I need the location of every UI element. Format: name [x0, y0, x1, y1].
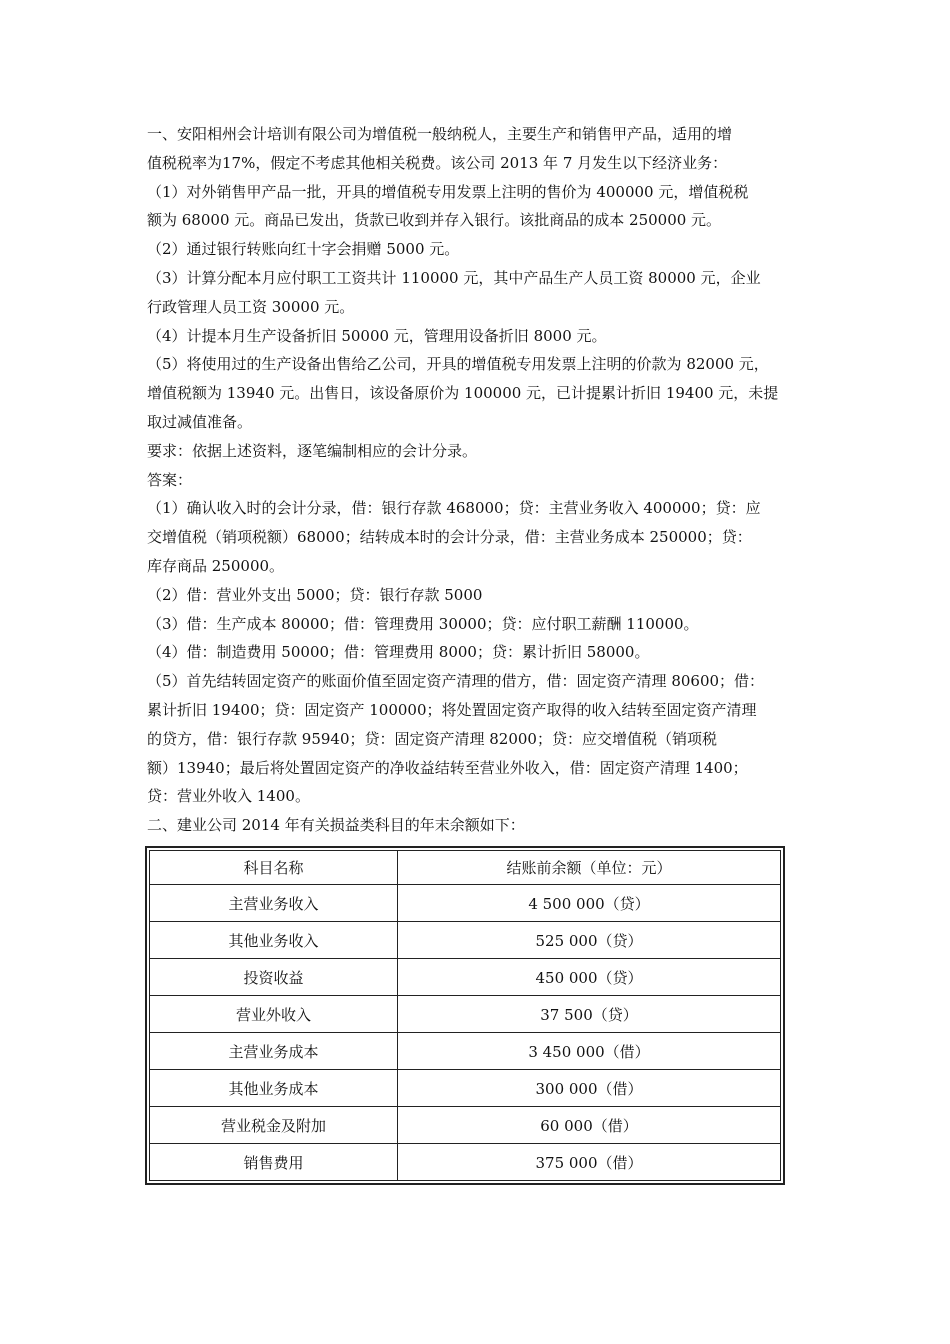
balance-cell: 450 000（贷） [398, 959, 781, 996]
balance-cell: 300 000（借） [398, 1070, 781, 1107]
text-line: （2）借：营业外支出 5000；贷：银行存款 5000 [147, 585, 483, 604]
account-name-cell: 其他业务收入 [150, 922, 398, 959]
account-name-cell: 销售费用 [150, 1144, 398, 1181]
account-name-cell: 投资收益 [150, 959, 398, 996]
answer-heading: 答案： [147, 470, 193, 489]
section-heading: 二、建业公司 2014 年有关损益类科目的年末余额如下： [147, 816, 525, 835]
text-line: 累计折旧 19400；贷：固定资产 100000；将处置固定资产取得的收入结转至固定资产清理 [147, 700, 757, 719]
account-name-cell: 主营业务成本 [150, 1033, 398, 1070]
balance-cell: 525 000（贷） [398, 922, 781, 959]
column-header: 结账前余额（单位：元） [398, 851, 781, 885]
text-line: 交增值税（销项税额）68000；结转成本时的会计分录，借：主营业务成本 250000；贷： [147, 528, 752, 547]
text-line: 的贷方，借：银行存款 95940；贷：固定资产清理 82000；贷：应交增值税（销项税 [147, 729, 717, 748]
table-header-row [150, 851, 781, 885]
table-row [150, 1033, 781, 1070]
account-name-cell: 其他业务成本 [150, 1070, 398, 1107]
text-line: （4）计提本月生产设备折旧 50000 元，管理用设备折旧 8000 元。 [147, 326, 607, 345]
table-row [150, 1070, 781, 1107]
text-line: （3）借：生产成本 80000；借：管理费用 30000；贷：应付职工薪酬 110000。 [147, 614, 699, 633]
text-line: 额为 68000 元。商品已发出，货款已收到并存入银行。该批商品的成本 250000 元。 [147, 211, 722, 230]
requirement-line: 要求：依据上述资料，逐笔编制相应的会计分录。 [147, 441, 478, 460]
balance-cell: 375 000（借） [398, 1144, 781, 1181]
balance-cell: 60 000（借） [398, 1107, 781, 1144]
text-line: 贷：营业外收入 1400。 [147, 787, 310, 806]
table-row [150, 922, 781, 959]
balance-cell: 3 450 000（借） [398, 1033, 781, 1070]
balance-cell: 37 500（贷） [398, 996, 781, 1033]
text-line: （1）对外销售甲产品一批，开具的增值税专用发票上注明的售价为 400000 元，增值税税 [147, 182, 749, 201]
table-row [150, 1144, 781, 1181]
text-line: 行政管理人员工资 30000 元。 [147, 297, 355, 316]
text-line: 额）13940；最后将处置固定资产的净收益结转至营业外收入，借：固定资产清理 1400； [147, 758, 748, 777]
column-header: 科目名称 [150, 851, 398, 885]
text-line: （3）计算分配本月应付职工工资共计 110000 元，其中产品生产人员工资 80000 元，企业 [147, 268, 761, 287]
text-line: 值税税率为17%，假定不考虑其他相关税费。该公司 2013 年 7 月发生以下经济业务： [147, 153, 728, 172]
balance-cell: 4 500 000（贷） [398, 885, 781, 922]
text-line: （4）借：制造费用 50000；借：管理费用 8000；贷：累计折旧 58000。 [147, 643, 650, 662]
balance-table [145, 846, 785, 1185]
table-row [150, 1107, 781, 1144]
table-row [150, 996, 781, 1033]
text-line: 库存商品 250000。 [147, 556, 285, 575]
text-line: （5）将使用过的生产设备出售给乙公司，开具的增值税专用发票上注明的价款为 82000 元， [147, 355, 769, 374]
table-row [150, 885, 781, 922]
text-line: 增值税额为 13940 元。出售日，该设备原价为 100000 元，已计提累计折旧 19400 元，未提 [147, 384, 779, 403]
text-line: （1）确认收入时的会计分录，借：银行存款 468000；贷：主营业务收入 400000；贷：应 [147, 499, 761, 518]
text-line: （5）首先结转固定资产的账面价值至固定资产清理的借方，借：固定资产清理 80600；借： [147, 672, 765, 691]
text-line: 取过减值准备。 [147, 412, 253, 431]
account-name-cell: 营业税金及附加 [150, 1107, 398, 1144]
text-line: （2）通过银行转账向红十字会捐赠 5000 元。 [147, 240, 460, 259]
text-line: 一、安阳相州会计培训有限公司为增值税一般纳税人，主要生产和销售甲产品，适用的增 [147, 125, 733, 143]
document-body [147, 120, 807, 840]
account-name-cell: 主营业务收入 [150, 885, 398, 922]
account-name-cell: 营业外收入 [150, 996, 398, 1033]
table-row [150, 959, 781, 996]
